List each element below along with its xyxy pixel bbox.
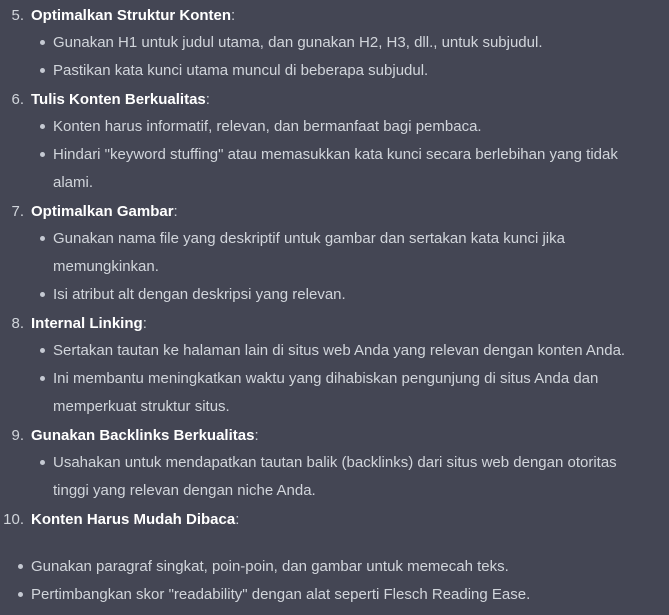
sub-bullet-text-continued: tinggi yang relevan dengan niche Anda. [53,482,316,499]
bullet-text: Pertimbangkan skor "readability" dengan alat seperti Flesch Reading Ease. [31,586,531,603]
sub-bullet-text: Usahakan untuk mendapatkan tautan balik (backlinks) dari situs web dengan otoritas [53,454,617,471]
bullet-dot-icon [40,292,45,297]
list-item-heading [31,202,178,222]
sub-bullet-text: Sertakan tautan ke halaman lain di situs web Anda yang relevan dengan konten Anda. [53,342,626,359]
sub-bullet-text-continued: memperkuat struktur situs. [53,398,230,415]
sub-bullet-text: Isi atribut alt dengan deskripsi yang relevan. [53,286,346,303]
bullet-dot-icon [40,40,45,45]
list-item-heading [31,314,147,334]
heading-colon: : [231,7,236,24]
list-item-heading [31,510,239,530]
bullet-dot-icon [18,592,23,597]
list-number: 8. [11,315,24,332]
heading-colon: : [254,427,259,444]
list-number: 7. [11,203,24,220]
bullet-dot-icon [40,236,45,241]
bullet-dot-icon [40,376,45,381]
heading-colon: : [235,511,240,528]
heading-bold-text: Optimalkan Struktur Konten [31,7,232,24]
bullet-dot-icon [40,68,45,73]
bullet-text: Gunakan paragraf singkat, poin-poin, dan gambar untuk memecah teks. [31,558,509,575]
heading-bold-text: Tulis Konten Berkualitas [31,91,206,108]
heading-colon: : [205,91,210,108]
list-item-heading [31,90,210,110]
list-number: 10. [3,511,24,528]
heading-bold-text: Internal Linking [31,315,143,332]
sub-bullet-text: Hindari "keyword stuffing" atau memasukkan kata kunci secara berlebihan yang tidak [53,146,618,163]
bullet-dot-icon [18,564,23,569]
sub-bullet-text: Gunakan H1 untuk judul utama, dan gunakan H2, H3, dll., untuk subjudul. [53,34,543,51]
bullet-dot-icon [40,348,45,353]
list-item-heading [31,6,235,26]
heading-bold-text: Gunakan Backlinks Berkualitas [31,427,255,444]
bullet-dot-icon [40,460,45,465]
heading-colon: : [173,203,178,220]
bullet-dot-icon [40,124,45,129]
list-item-heading [31,426,259,446]
list-number: 6. [11,91,24,108]
heading-bold-text: Konten Harus Mudah Dibaca [31,511,236,528]
bullet-dot-icon [40,152,45,157]
sub-bullet-text-continued: memungkinkan. [53,258,159,275]
list-number: 5. [11,7,24,24]
sub-bullet-text: Ini membantu meningkatkan waktu yang dihabiskan pengunjung di situs Anda dan [53,370,599,387]
list-number: 9. [11,427,24,444]
sub-bullet-text-continued: alami. [53,174,94,191]
sub-bullet-text: Pastikan kata kunci utama muncul di beberapa subjudul. [53,62,429,79]
sub-bullet-text: Konten harus informatif, relevan, dan bermanfaat bagi pembaca. [53,118,482,135]
heading-colon: : [142,315,147,332]
sub-bullet-text: Gunakan nama file yang deskriptif untuk gambar dan sertakan kata kunci jika [53,230,565,247]
heading-bold-text: Optimalkan Gambar [31,203,174,220]
